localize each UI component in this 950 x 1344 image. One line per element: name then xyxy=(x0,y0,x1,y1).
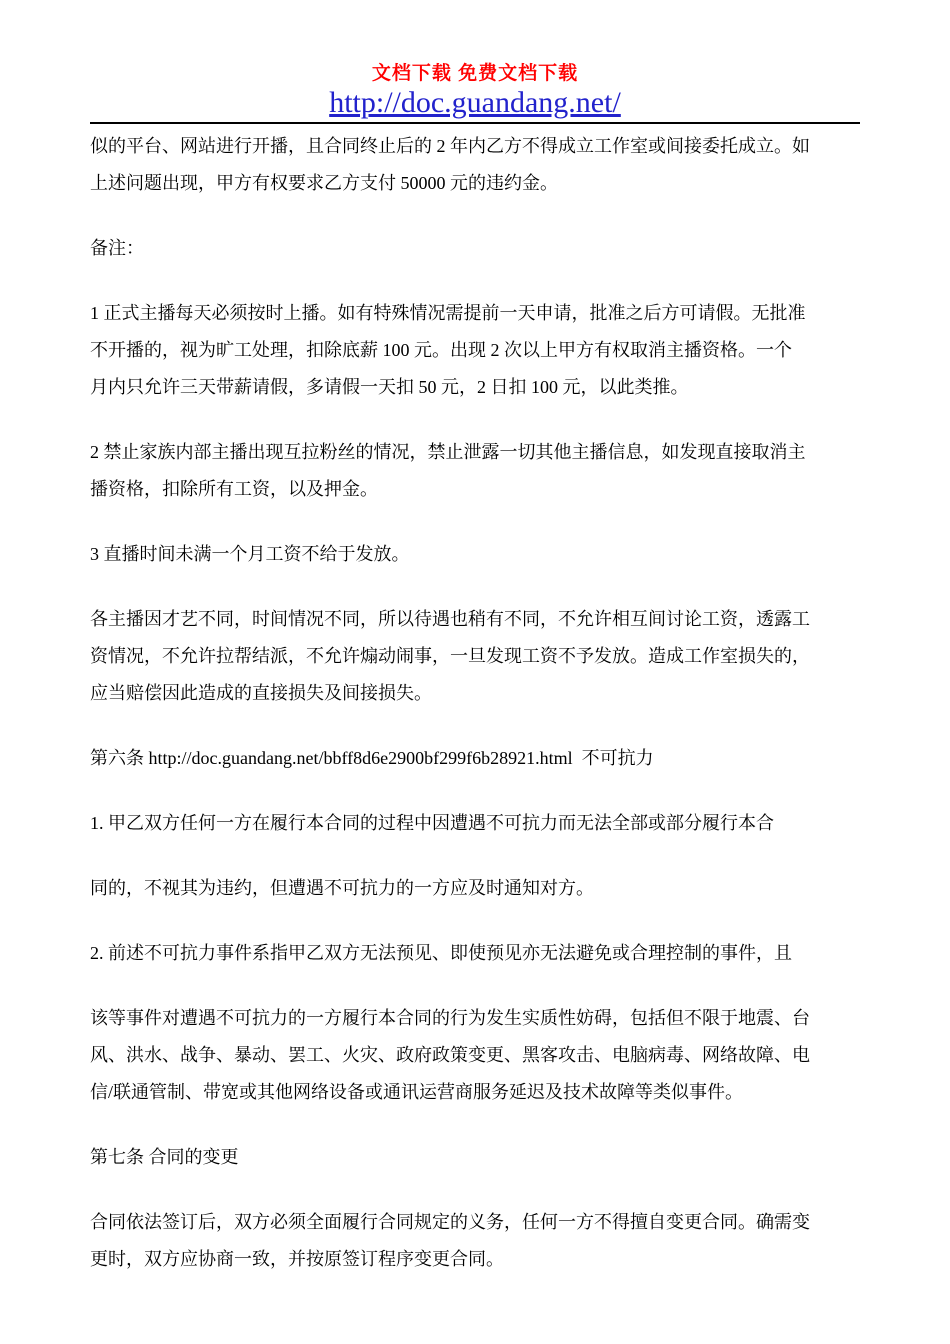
download-banner-link[interactable]: 文档下载 免费文档下载 xyxy=(371,63,579,84)
paragraph-line: 1 正式主播每天必须按时上播。如有特殊情况需提前一天申请，批准之后方可请假。无批准 xyxy=(90,303,806,323)
paragraph xyxy=(90,805,862,842)
paragraph-article-6-heading xyxy=(90,740,862,777)
site-url-link[interactable]: http://doc.guandang.net/ xyxy=(329,86,621,119)
paragraph-article-7-heading xyxy=(90,1139,862,1176)
paragraph-line: 月内只允许三天带薪请假，多请假一天扣 50 元，2 日扣 100 元，以此类推。 xyxy=(90,377,689,397)
paragraph-line: 合同依法签订后，双方必须全面履行合同规定的义务，任何一方不得擅自变更合同。确需变 xyxy=(90,1212,810,1232)
document-body xyxy=(90,128,862,1278)
paragraph xyxy=(90,601,862,712)
paragraph xyxy=(90,536,862,573)
paragraph-line: 第六条 http://doc.guandang.net/bbff8d6e2900bf299f6b28921.html 不可抗力 xyxy=(90,748,654,768)
paragraph-line: 同的，不视其为违约，但遭遇不可抗力的一方应及时通知对方。 xyxy=(90,878,594,898)
paragraph-line: 该等事件对遭遇不可抗力的一方履行本合同的行为发生实质性妨碍，包括但不限于地震、台 xyxy=(90,1008,810,1028)
paragraph-line: 上述问题出现，甲方有权要求乙方支付 50000 元的违约金。 xyxy=(90,173,558,193)
paragraph xyxy=(90,295,862,406)
paragraph-line: 3 直播时间未满一个月工资不给于发放。 xyxy=(90,544,410,564)
paragraph-line: 第七条 合同的变更 xyxy=(90,1147,239,1167)
paragraph xyxy=(90,1000,862,1111)
paragraph-line: 2. 前述不可抗力事件系指甲乙双方无法预见、即使预见亦无法避免或合理控制的事件，且 xyxy=(90,943,792,963)
paragraph xyxy=(90,128,862,202)
paragraph-line: 更时，双方应协商一致，并按原签订程序变更合同。 xyxy=(90,1249,504,1269)
paragraph-line: 似的平台、网站进行开播，且合同终止后的 2 年内乙方不得成立工作室或间接委托成立。如 xyxy=(90,136,810,156)
header-divider xyxy=(90,122,860,124)
paragraph-line: 各主播因才艺不同，时间情况不同，所以待遇也稍有不同，不允许相互间讨论工资，透露工 xyxy=(90,609,810,629)
paragraph-line: 不开播的，视为旷工处理，扣除底薪 100 元。出现 2 次以上甲方有权取消主播资格。一个 xyxy=(90,340,792,360)
site-header xyxy=(0,0,950,120)
paragraph-line: 应当赔偿因此造成的直接损失及间接损失。 xyxy=(90,683,432,703)
paragraph-line: 播资格，扣除所有工资，以及押金。 xyxy=(90,479,378,499)
paragraph xyxy=(90,1204,862,1278)
paragraph-line: 资情况，不允许拉帮结派，不允许煽动闹事，一旦发现工资不予发放。造成工作室损失的， xyxy=(90,646,810,666)
paragraph-line: 风、洪水、战争、暴动、罢工、火灾、政府政策变更、黑客攻击、电脑病毒、网络故障、电 xyxy=(90,1045,810,1065)
paragraph xyxy=(90,230,862,267)
paragraph xyxy=(90,870,862,907)
paragraph-line: 2 禁止家族内部主播出现互拉粉丝的情况，禁止泄露一切其他主播信息，如发现直接取消主 xyxy=(90,442,806,462)
paragraph-line: 1. 甲乙双方任何一方在履行本合同的过程中因遭遇不可抗力而无法全部或部分履行本合 xyxy=(90,813,774,833)
paragraph xyxy=(90,434,862,508)
paragraph xyxy=(90,935,862,972)
paragraph-line: 信/联通管制、带宽或其他网络设备或通讯运营商服务延迟及技术故障等类似事件。 xyxy=(90,1082,743,1102)
paragraph-line: 备注： xyxy=(90,238,144,258)
